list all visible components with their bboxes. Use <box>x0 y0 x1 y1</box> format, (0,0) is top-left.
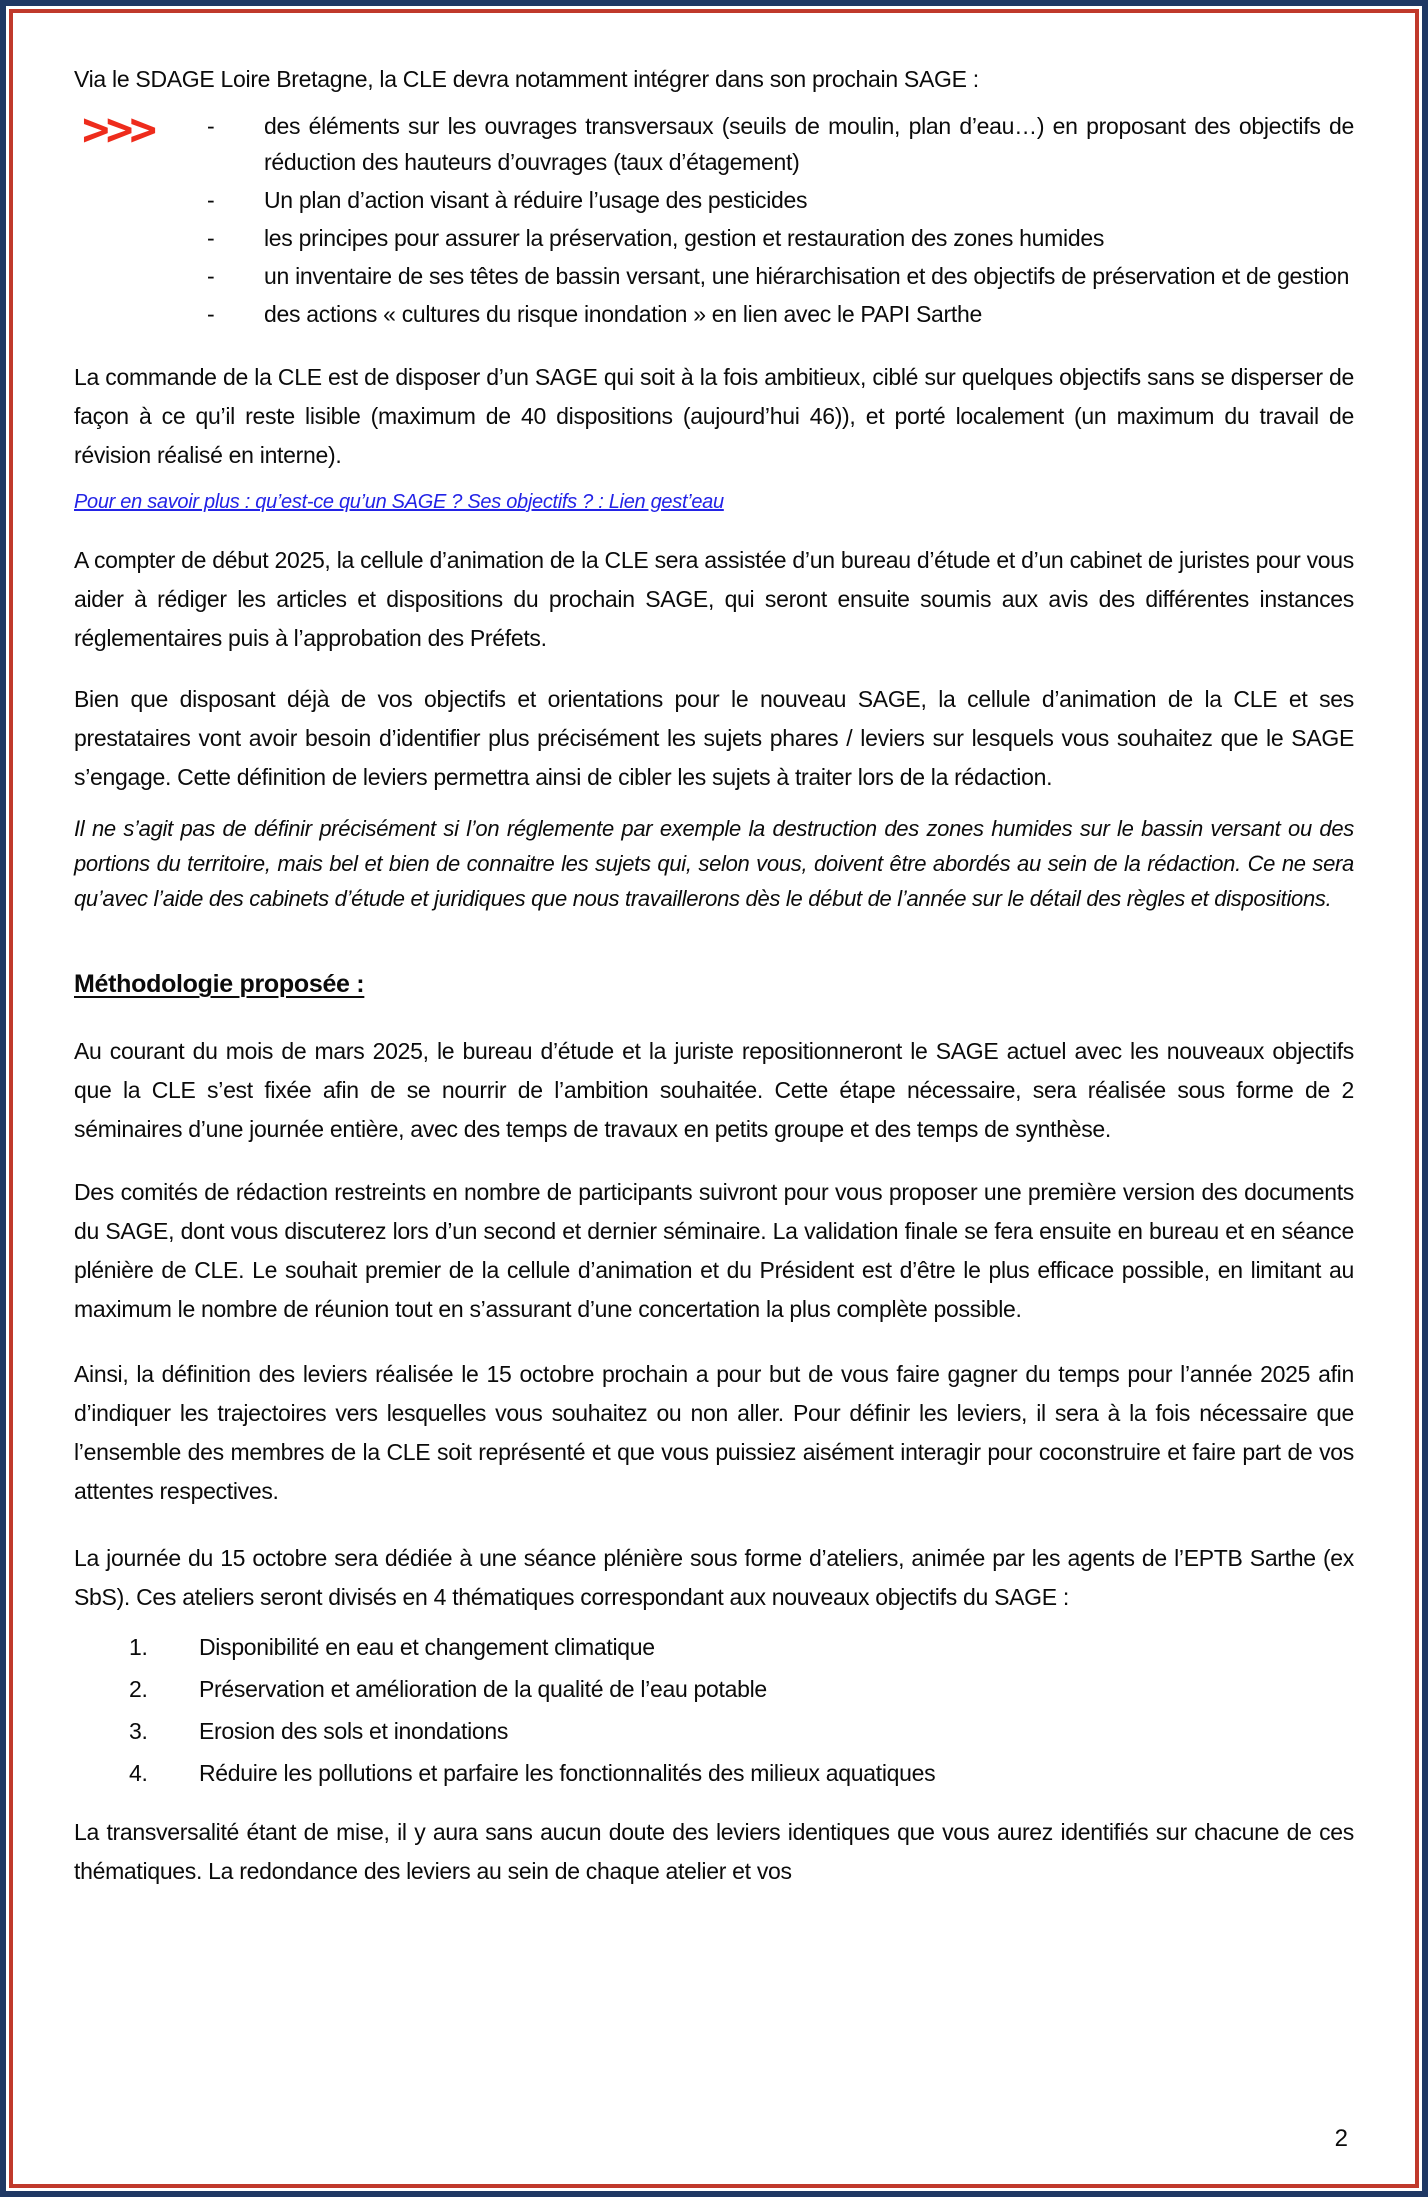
bullet-text: des actions « cultures du risque inondation » en lien avec le PAPI Sarthe <box>264 301 982 327</box>
bullet-text: les principes pour assurer la préservation, gestion et restauration des zones humides <box>264 225 1105 251</box>
paragraph-comites: Des comités de rédaction restreints en nombre de participants suivront pour vous proposer une première version des documents du SAGE, dont vous discuterez lors d’un second et dernier séminaire. La validation finale se fera ensuite en bureau et en séance plénière de CLE. Le souhait premier de la cellule d’animation et du Président est d’être le plus efficace possible, en limitant au maximum le nombre de réunion tout en s’assurant d’une concertation la plus complète possible. <box>74 1179 1354 1322</box>
bullet-text: des éléments sur les ouvrages transversaux (seuils de moulin, plan d’eau…) en proposant des objectifs de réduction des hauteurs d’ouvrages (taux d’étagement) <box>264 113 1354 175</box>
list-item <box>74 1711 1354 1751</box>
list-item-text: Réduire les pollutions et parfaire les fonctionnalités des milieux aquatiques <box>199 1760 936 1786</box>
bullet-dash-marker: - <box>207 113 215 139</box>
bullet-text: Un plan d’action visant à réduire l’usage des pesticides <box>264 187 808 213</box>
bullet-dash-marker: - <box>207 263 215 289</box>
list-item <box>74 1753 1354 1793</box>
list-item-text: Erosion des sols et inondations <box>199 1718 509 1744</box>
link-line <box>74 487 1354 517</box>
bullet-list <box>74 102 1354 332</box>
bullet-text: un inventaire de ses têtes de bassin versant, une hiérarchisation et des objectifs de préservation et de gestion <box>264 263 1350 289</box>
sage-gesteau-link[interactable]: Pour en savoir plus : qu’est-ce qu’un SAGE ? Ses objectifs ? : Lien gest’eau <box>74 491 724 513</box>
list-item <box>74 1669 1354 1709</box>
page-content <box>6 6 1422 1891</box>
paragraph-au-courant: Au courant du mois de mars 2025, le bureau d’étude et la juriste repositionneront le SAGE actuel avec les nouveaux objectifs que la CLE s’est fixée afin de se nourrir de l’ambition souhaitée. Cette étape nécessaire, sera réalisée sous forme de 2 séminaires d’une journée entière, avec des temps de travaux en petits groupe et des temps de synthèse. <box>74 1038 1354 1142</box>
list-item <box>74 220 1354 256</box>
list-number: 1. <box>129 1634 148 1660</box>
list-number: 2. <box>129 1676 148 1702</box>
list-item <box>74 108 1354 180</box>
paragraph-commande: La commande de la CLE est de disposer d’un SAGE qui soit à la fois ambitieux, ciblé sur quelques objectifs sans se disperser de façon à ce qu’il reste lisible (maximum de 40 dispositions (aujourd’hui 46)), et porté localement (un maximum du travail de révision réalisé en interne). <box>74 364 1354 468</box>
bullet-dash-marker: - <box>207 225 215 251</box>
paragraph-journee: La journée du 15 octobre sera dédiée à une séance plénière sous forme d’ateliers, animée par les agents de l’EPTB Sarthe (ex SbS). Ces ateliers seront divisés en 4 thématiques correspondant aux nouveaux objectifs du SAGE : <box>74 1545 1354 1610</box>
paragraph-ainsi: Ainsi, la définition des leviers réalisée le 15 octobre prochain a pour but de vous faire gagner du temps pour l’année 2025 afin d’indiquer les trajectoires vers lesquelles vous souhaitez ou non aller. Pour définir les leviers, il sera à la fois nécessaire que l’ensemble des membres de la CLE soit représenté et que vous puissiez aisément interagir pour coconstruire et faire part de vos attentes respectives. <box>74 1361 1354 1504</box>
page-number: 2 <box>1334 2125 1348 2152</box>
list-item-text: Disponibilité en eau et changement climatique <box>199 1634 655 1660</box>
list-item <box>74 182 1354 218</box>
red-chevrons-icon: >>> <box>82 102 154 156</box>
list-item <box>74 258 1354 294</box>
bullet-dash-marker: - <box>207 301 215 327</box>
bullet-dash-marker: - <box>207 187 215 213</box>
paragraph-note-italique: Il ne s’agit pas de définir précisément si l’on réglemente par exemple la destruction des zones humides sur le bassin versant ou des portions du territoire, mais bel et bien de connaitre les sujets qui, selon vous, doivent être abordés au sein de la rédaction. Ce ne sera qu’avec l’aide des cabinets d’étude et juridiques que nous travaillerons dès le début de l’année sur le détail des règles et dispositions. <box>74 816 1354 911</box>
paragraph-transversalite: La transversalité étant de mise, il y aura sans aucun doute des leviers identiques que vous aurez identifiés sur chacune de ces thématiques. La redondance des leviers au sein de chaque atelier et vos <box>74 1819 1354 1884</box>
intro-paragraph: Via le SDAGE Loire Bretagne, la CLE devra notamment intégrer dans son prochain SAGE : <box>74 66 979 92</box>
list-number: 4. <box>129 1760 148 1786</box>
section-heading-methodologie: Méthodologie proposée : <box>74 970 365 998</box>
list-item-text: Préservation et amélioration de la qualité de l’eau potable <box>199 1676 767 1702</box>
numbered-list <box>74 1627 1354 1793</box>
paragraph-compter: A compter de début 2025, la cellule d’animation de la CLE sera assistée d’un bureau d’étude et d’un cabinet de juristes pour vous aider à rédiger les articles et dispositions du prochain SAGE, qui seront ensuite soumis aux avis des différentes instances réglementaires puis à l’approbation des Préfets. <box>74 547 1354 651</box>
paragraph-bien-que: Bien que disposant déjà de vos objectifs et orientations pour le nouveau SAGE, la cellule d’animation de la CLE et ses prestataires vont avoir besoin d’identifier plus précisément les sujets phares / leviers sur lesquels vous souhaitez que le SAGE s’engage. Cette définition de leviers permettra ainsi de cibler les sujets à traiter lors de la rédaction. <box>74 686 1354 790</box>
list-number: 3. <box>129 1718 148 1744</box>
list-item <box>74 1627 1354 1667</box>
list-item <box>74 296 1354 332</box>
